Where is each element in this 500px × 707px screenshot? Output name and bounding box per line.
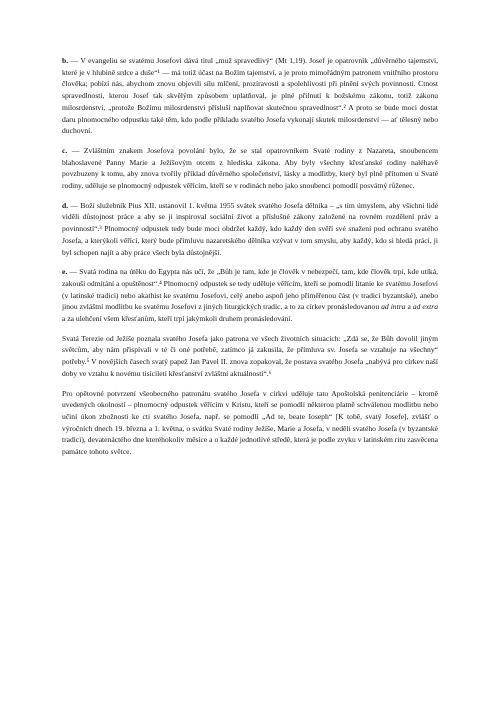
paragraph-b bbox=[62, 55, 438, 137]
paragraph-text: — Svatá rodina na útěku do Egypta nás učí, že „Bůh je tam, kde je člověk v nebezpečí, tam, kde člověk trpí, kde utíká, zakouší odmítání a opuštěnost“.⁴ Plnomocný odpustek se tedy uděluje věřícím, kteří se pomodlí litanie ke svatému Josefovi (v latinské tradici) nebo akathist ke svatému Josefovi, celý anebo aspoň jeho přiměřenou část (v tradici byzantské), anebo jinou zvláštní modlitbu ke svatému Josefovi z jiných liturgických tradic, a to za církev pronásledovanou bbox=[62, 267, 438, 312]
italic-term: ad intra bbox=[381, 302, 406, 312]
paragraph-text: — Boží služebník Pius XII. ustanovil 1. května 1955 svátek svatého Josefa dělníka – „s tím úmyslem, aby všichni lidé viděli důstojnost práce a aby se ji inspiroval sociální život a příslušné zákony založené na rovném rozdělení práv a povinností“.³ Plnomocný odpustek tedy bude moci obdržet každý, kdo každý den svěří své snažení pod ochranu svatého Josefa, a kterýkoli věřící, který bude přímluvu nazaretského dělníka vzývat v tom smyslu, aby každý, kdo si hledá práci, ji byl schopen najít a aby práce všech byla důstojnější. bbox=[62, 200, 438, 257]
paragraph-text: a za ulehčení všem křesťanům, kteří trpí jakýmkoli druhem pronásledování. bbox=[62, 314, 293, 324]
paragraph-label: e. bbox=[62, 267, 68, 277]
paragraph-e bbox=[62, 266, 438, 325]
paragraph-patronage bbox=[62, 388, 438, 458]
paragraph-label: b. bbox=[62, 56, 69, 65]
paragraph-d bbox=[62, 200, 438, 259]
paragraph-teresa bbox=[62, 333, 438, 380]
paragraph-text: a bbox=[405, 302, 413, 312]
paragraph-text: — Zvláštním znakem Josefova povolání bylo, že se stal opatrovníkem Svaté rodiny z Nazareta, snoubencem blahoslavené Panny Marie a Ježíšovým otcem z hlediska zákona. Aby byly všechny křesťanské rodiny naléhavě povzbuzeny k tomu, aby znova tvořily příklad důvěrného společenství, lásky a modlitby, který byl plně přítomen u Svaté rodiny, uděluje se plnomocný odpustek věřícím, kteří se v rodinách nebo jako snoubenci pomodlí posvátný růženec. bbox=[62, 145, 438, 191]
paragraph-text: Pro opětovné potvrzení všeobecného patronátu svatého Josefa v církvi uděluje tato Apoštolská penitenciárie – kromě uvedených okolností – plnomocný odpustek věřícím v Kristu, kteří se pomodlí některou platně schválenou modlitbu nebo učiní úkon zbožnosti ke cti svatého Josefa, např. se pomodlí „Ad te, beate Ioseph“ [K tobě, svatý Josefe], zvlášť o výročních dnech 19. března a 1. května, o svátku Svaté rodiny Ježíše, Marie a Josefa, v neděli svatého Josefa (v byzantské tradici), devatenáctého dne kteréhokoliv měsíce a o každé jednotlivé středě, která je podle zvyku v latinském ritu zasvěcena památce tohoto světce. bbox=[62, 388, 438, 457]
paragraph-label: c. bbox=[62, 145, 68, 155]
italic-term: ad extra bbox=[412, 302, 438, 312]
paragraph-c bbox=[62, 145, 438, 192]
paragraph-label: d. bbox=[62, 200, 69, 210]
paragraph-text: Svatá Terezie od Ježíše poznala svatého Josefa jako patrona ve všech životních situacích: „Zdá se, že Bůh dovolil jiným světcům, aby nám přispívali v té či oné potřebě, zatímco já zakusila, že přímluva sv. Josefa se vztahuje na všechny“ potřeby.⁵ V novějších časech svatý papež Jan Pavel II. znova zopakoval, že postava svatého Josefa „nabývá pro církev naší doby ve vztahu k novému tisíciletí křesťanství zvláštní aktuálnosti“.⁶ bbox=[62, 333, 438, 378]
paragraph-text: — V evangeliu se svatému Josefovi dává titul „muž spravedlivý“ (Mt 1,19). Josef je opatrovník „důvěrného tajemství, které je v hlubině srdce a duše“¹ — má totiž účast na Božím tajemství, a je proto mimořádným patronem vnitřního prostoru člověka; pobízí nás, abychom znovu objevili sílu mlčení, prozíravosti a spolehlivosti při plnění svých povinností. Ctnost spravedlnosti, kterou Josef tak skvělým způsobem uplatňoval, je plné přilnutí k božskému zákonu, totiž zákonu milosrdenství, „protože Božímu milosrdenství přísluší naplňovat skutečnou spravedlnost“.² A proto se bude moci dostat daru plnomocného odpustku také těm, kdo podle příkladu svatého Josefa vykonají skutek milosrdenství — ať tělesný nebo duchovní. bbox=[62, 56, 438, 136]
